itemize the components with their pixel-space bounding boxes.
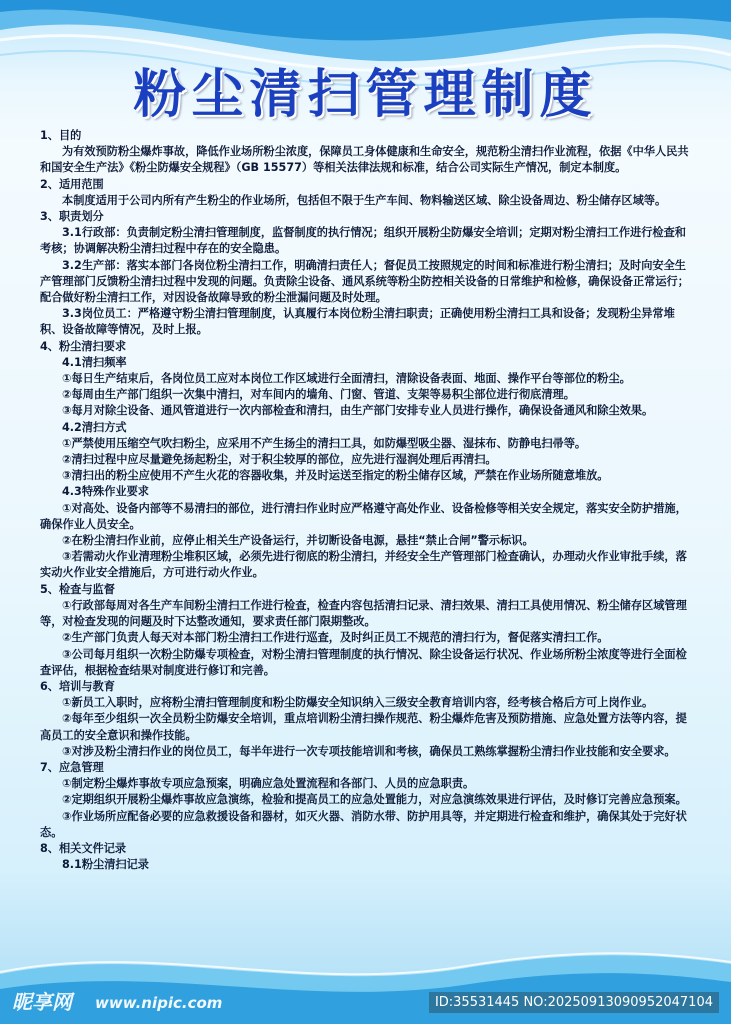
subsection-heading: 4.1清扫频率 <box>62 355 127 369</box>
watermark-bar <box>0 984 731 1024</box>
paragraph: 为有效预防粉尘爆炸事故，降低作业场所粉尘浓度，保障员工身体健康和生命安全，规范粉尘清扫作业流程，依据《中华人民共和国安全生产法》《粉尘防爆安全规程》（GB 15577）等相关法律法规和标准，结合公司实际生产情况，制定本制度。 <box>40 145 689 175</box>
paragraph: ①制定粉尘爆炸事故专项应急预案，明确应急处置流程和各部门、人员的应急职责。 <box>62 777 475 791</box>
section-heading: 5、检查与监督 <box>40 582 115 596</box>
paragraph: ②在粉尘清扫作业前，应停止相关生产设备运行，并切断设备电源，悬挂“禁止合闸”警示标识。 <box>62 534 534 548</box>
watermark-url: www.nipic.com <box>95 994 223 1012</box>
paragraph: ③作业场所应配备必要的应急救援设备和器材，如灭火器、消防水带、防护用具等，并定期进行检查和维护，确保其处于完好状态。 <box>40 809 687 839</box>
paragraph: ③对涉及粉尘清扫作业的岗位员工，每半年进行一次专项技能培训和考核，确保员工熟练掌握粉尘清扫作业技能和安全要求。 <box>62 744 676 758</box>
paragraph: ③公司每月组织一次粉尘防爆专项检查，对粉尘清扫管理制度的执行情况、除尘设备运行状况、作业场所粉尘浓度等进行全面检查评估，根据检查结果对制度进行修订和完善。 <box>40 647 687 677</box>
paragraph: ②每年至少组织一次全员粉尘防爆安全培训，重点培训粉尘清扫操作规范、粉尘爆炸危害及预防措施、应急处置方法等内容，提高员工的安全意识和操作技能。 <box>40 712 687 742</box>
paragraph: ①每日生产结束后，各岗位员工应对本岗位工作区域进行全面清扫，清除设备表面、地面、操作平台等部位的粉尘。 <box>62 372 631 386</box>
document-body <box>40 128 690 873</box>
subsection-heading: 8.1粉尘清扫记录 <box>62 858 149 872</box>
paragraph: 3.3岗位员工：严格遵守粉尘清扫管理制度，认真履行本岗位粉尘清扫职责；正确使用粉尘清扫工具和设备；发现粉尘异常堆积、设备故障等情况，及时上报。 <box>40 307 675 337</box>
paragraph: ①新员工入职时，应将粉尘清扫管理制度和粉尘防爆安全知识纳入三级安全教育培训内容，经考核合格后方可上岗作业。 <box>62 696 654 710</box>
section-heading: 6、培训与教育 <box>40 679 115 693</box>
paragraph: 本制度适用于公司内所有产生粉尘的作业场所，包括但不限于生产车间、物料输送区域、除尘设备周边、粉尘储存区域等。 <box>62 193 667 207</box>
section-heading: 1、目的 <box>40 129 82 142</box>
section-heading: 3、职责划分 <box>40 210 104 224</box>
paragraph: ③若需动火作业清理粉尘堆积区域，必须先进行彻底的粉尘清扫，并经安全生产管理部门检查确认，办理动火作业审批手续，落实动火作业安全措施后，方可进行动火作业。 <box>40 550 687 580</box>
section-heading: 7、应急管理 <box>40 760 104 774</box>
subsection-heading: 4.2清扫方式 <box>62 420 127 434</box>
subsection-heading: 4.3特殊作业要求 <box>62 485 149 499</box>
paragraph: ③清扫出的粉尘应使用不产生火花的容器收集，并及时运送至指定的粉尘储存区域，严禁在作业场所随意堆放。 <box>62 469 609 483</box>
paragraph: ②定期组织开展粉尘爆炸事故应急演练，检验和提高员工的应急处置能力，对应急演练效果进行评估，及时修订完善应急预案。 <box>62 793 687 807</box>
paragraph: ③每月对除尘设备、通风管道进行一次内部检查和清扫，由生产部门安排专业人员进行操作，确保设备通风和除尘效果。 <box>62 404 654 418</box>
paragraph: ②每周由生产部门组织一次集中清扫，对车间内的墙角、门窗、管道、支架等易积尘部位进行彻底清理。 <box>62 388 575 402</box>
paragraph: ②清扫过程中应尽量避免扬起粉尘，对于积尘较厚的部位，应先进行湿润处理后再清扫。 <box>62 453 497 467</box>
section-heading: 4、粉尘清扫要求 <box>40 339 127 353</box>
paragraph: 3.1行政部：负责制定粉尘清扫管理制度，监督制度的执行情况；组织开展粉尘防爆安全培训；定期对粉尘清扫工作进行检查和考核；协调解决粉尘清扫过程中存在的安全隐患。 <box>40 226 686 256</box>
watermark-id: ID:35531445 NO:20250913090952047104 <box>429 992 719 1013</box>
paragraph: ①严禁使用压缩空气吹扫粉尘，应采用不产生扬尘的清扫工具，如防爆型吸尘器、湿抹布、防静电扫帚等。 <box>62 436 587 450</box>
watermark-logo: 昵享网 <box>12 990 72 1014</box>
paragraph: ①行政部每周对各生产车间粉尘清扫工作进行检查，检查内容包括清扫记录、清扫效果、清扫工具使用情况、粉尘储存区域管理等，对检查发现的问题及时下达整改通知，要求责任部门限期整改。 <box>40 598 687 629</box>
paragraph: ②生产部门负责人每天对本部门粉尘清扫工作进行巡查，及时纠正员工不规范的清扫行为，督促落实清扫工作。 <box>62 631 609 645</box>
paragraph: 3.2生产部：落实本部门各岗位粉尘清扫工作，明确清扫责任人；督促员工按照规定的时间和标准进行粉尘清扫；及时向安全生产管理部门反馈粉尘清扫过程中发现的问题。负责除尘设备、通风系统等粉尘防控相关设备的日常维护和检修，确保设备正常运行；配合做好粉尘清扫工作，对因设备故障导致的粉尘泄漏问题及时处理。 <box>40 258 689 305</box>
section-heading: 8、相关文件记录 <box>40 841 127 855</box>
page-title: 粉尘清扫管理制度 <box>133 65 598 125</box>
paragraph: ①对高处、设备内部等不易清扫的部位，进行清扫作业时应严格遵守高处作业、设备检修等相关安全规定，落实安全防护措施，确保作业人员安全。 <box>40 501 687 531</box>
section-heading: 2、适用范围 <box>40 177 104 191</box>
